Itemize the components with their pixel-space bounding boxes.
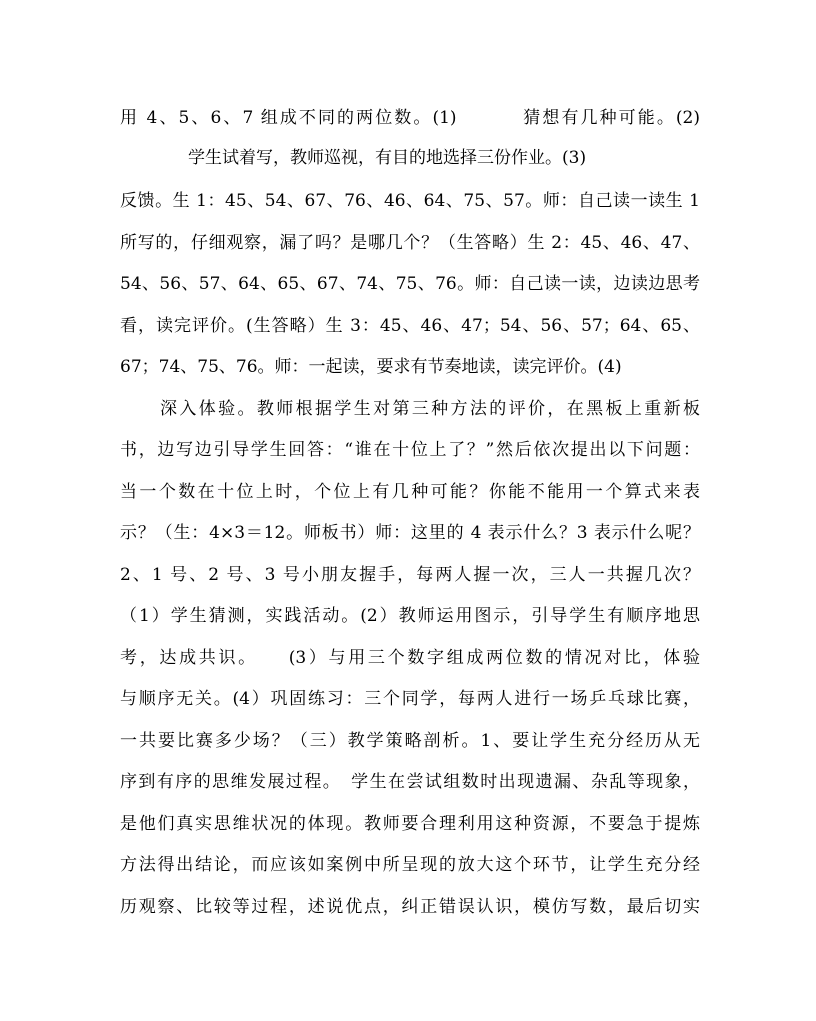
text-line-10: 当一个数在十位上时，个位上有几种可能？你能不能用一个算式来表 (120, 482, 700, 502)
text-line-2: 学生试着写，教师巡视，有目的地选择三份作业。(3) (188, 148, 587, 168)
text-line-17: 序到有序的思维发展过程。 学生在尝试组数时出现遗漏、杂乱等现象， (120, 772, 700, 792)
text-line-6: 看，读完评价。(生答略）生 3：45、46、47；54、56、57；64、65、 (120, 316, 700, 336)
text-line-4: 所写的，仔细观察，漏了吗？是哪几个？（生答略）生 2：45、46、47、 (120, 233, 700, 253)
text-line-14: 考，达成共识。 (3）与用三个数字组成两位数的情况对比，体验 (120, 648, 700, 668)
text-line-8: 深入体验。教师根据学生对第三种方法的评价，在黑板上重新板 (160, 399, 700, 419)
text-line-3: 反馈。生 1：45、54、67、76、46、64、75、57。师：自己读一读生 1 (120, 191, 700, 211)
text-line-19: 方法得出结论，而应该如案例中所呈现的放大这个环节，让学生充分经 (120, 855, 700, 875)
text-line-12: 2、1 号、2 号、3 号小朋友握手，每两人握一次，三人一共握几次？ (120, 565, 700, 585)
text-line-20: 历观察、比较等过程，述说优点，纠正错误认识，模仿写数，最后切实 (120, 897, 700, 917)
text-line-15: 与顺序无关。(4）巩固练习：三个同学，每两人进行一场乒乓球比赛， (120, 689, 700, 709)
text-line-7: 67；74、75、76。师：一起读，要求有节奏地读，读完评价。(4) (120, 357, 622, 377)
text-line-1: 用 4、5、6、7 组成不同的两位数。(1) 猜想有几种可能。(2) (120, 108, 700, 128)
text-line-5: 54、56、57、64、65、67、74、75、76。师：自己读一读，边读边思考 (120, 274, 700, 294)
text-line-11: 示？（生：4×3＝12。师板书）师：这里的 4 表示什么？3 表示什么呢？ (120, 523, 700, 543)
text-line-16: 一共要比赛多少场？（三）教学策略剖析。1、要让学生充分经历从无 (120, 731, 700, 751)
text-line-9: 书，边写边引导学生回答：“谁在十位上了？”然后依次提出以下问题： (120, 440, 700, 460)
text-line-18: 是他们真实思维状况的体现。教师要合理利用这种资源，不要急于提炼 (120, 814, 700, 834)
text-line-13: （1）学生猜测，实践活动。(2）教师运用图示，引导学生有顺序地思 (120, 606, 700, 626)
